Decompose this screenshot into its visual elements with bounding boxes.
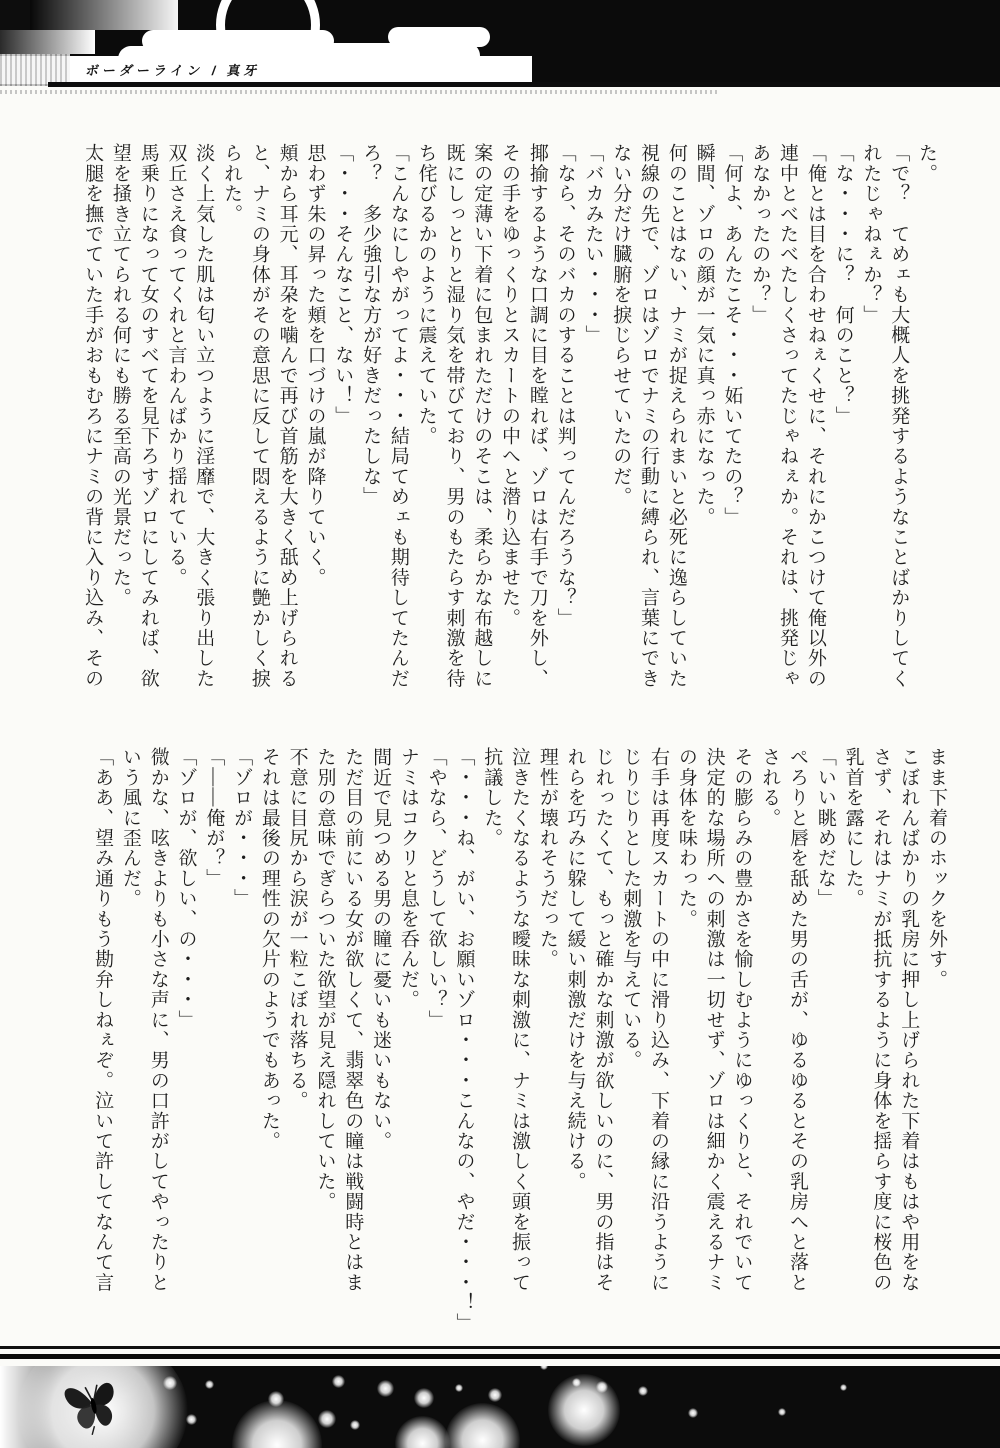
text-column: 既にしっとりと湿り気を帯びており、男のもたらす刺激を待 [443, 143, 465, 689]
text-column: 望を掻き立てられる何にも勝る至高の光景だった。 [109, 143, 131, 608]
text-column: 瞬間、ゾロの顔が一気に真っ赤になった。 [693, 143, 715, 527]
text-column: ち侘びるかのように震えていた。 [415, 143, 437, 446]
text-column: 「なら、そのバカのすることは判ってんだろうな？」 [554, 143, 576, 628]
header-corner-block [0, 0, 30, 30]
text-column: ない分だけ臓腑を捩じらせていたのだ。 [610, 143, 632, 507]
text-column: 思わず朱の昇った頬を口づけの嵐が降りていく。 [304, 143, 326, 588]
text-column: 案の定薄い下着に包まれただけのそこは、柔らかな布越しに [471, 143, 493, 689]
star-dot [778, 1408, 786, 1416]
text-column: ナミはコクリと息を呑んだ。 [397, 747, 419, 1010]
text-column: 乳首を露にした。 [842, 747, 864, 909]
star-dot [332, 1375, 345, 1388]
star-dot [488, 1388, 502, 1402]
text-column: た別の意味でぎらついた欲望が見え隠れしていた。 [314, 747, 336, 1212]
text-column: 頬から耳元、耳朶を噛んで再び首筋を大きく舐め上げられる [276, 143, 298, 689]
butterfly-icon [56, 1366, 130, 1443]
header-gradient-stripe [0, 30, 95, 54]
text-column: 「ゾロが・・・」 [231, 747, 253, 909]
text-column: じれったくて、もっと確かな刺激が欲しいのに、男の指はそ [592, 747, 614, 1293]
star-dot [688, 1408, 698, 1418]
text-column: 双丘さえ食ってくれと言わんばかり揺れている。 [165, 143, 187, 588]
text-column: 微かな、呟きよりも小さな声に、男の口許がしてやったりと [147, 747, 169, 1293]
star-dot [596, 1381, 608, 1393]
text-column: と、ナミの身体がその意思に反して悶えるように艶かしく捩 [248, 143, 270, 689]
text-column: 「で？ てめェも大概人を挑発するようなことばかりしてく [888, 143, 910, 689]
text-column: 連中とべたべたしくさってたじゃねぇか。それは、挑発じゃ [777, 143, 799, 689]
header-gradient-stripe [28, 0, 178, 30]
text-column: 抗議した。 [481, 747, 503, 848]
text-column: いう風に歪んだ。 [119, 747, 141, 909]
text-column: あなかったのか？」 [749, 143, 771, 325]
footer-rule-thick [0, 1354, 1000, 1359]
text-column: 視線の先で、ゾロはゾロでナミの行動に縛られ、言葉にでき [638, 143, 660, 689]
text-column: れらを巧みに躱して緩い刺激だけを与え続ける。 [564, 747, 586, 1192]
text-column: 間近で見つめる男の瞳に憂いも迷いもない。 [370, 747, 392, 1151]
text-column: される。 [759, 747, 781, 828]
header-dotted-rule [0, 90, 720, 94]
text-column: 馬乗りになって女のすべてを見下ろすゾロにしてみれば、欲 [137, 143, 159, 689]
text-column: の身体を味わった。 [675, 747, 697, 929]
text-column: 「ゾロが、欲しい、の・・・」 [175, 747, 197, 1030]
text-column: 不意に目尻から涙が一粒こぼれ落ちる。 [286, 747, 308, 1111]
footer-band [0, 1366, 1000, 1448]
star-dot [540, 1366, 548, 1370]
text-column: 揶揄するような口調に目を瞠れば、ゾロは右手で刀を外し、 [526, 143, 548, 689]
text-column: 「こんなにしやがってよ・・・結局てめェも期待してたんだ [387, 143, 409, 689]
title-strip [0, 56, 532, 84]
footer-rule-thin [0, 1346, 1000, 1349]
vertical-text-block-lower [88, 747, 950, 1333]
text-column: 太腿を撫でていた手がおもむろにナミの背に入り込み、その [82, 143, 104, 689]
text-column: さず、それはナミが抵抗するように身体を揺らす度に桜色の [870, 747, 892, 1293]
text-column: 「何よ、あんたこそ・・・妬いてたの？」 [721, 143, 743, 527]
text-column: 何のことはない、ナミが捉えられまいと必死に逸らしていた [665, 143, 687, 689]
text-column: られた。 [221, 143, 243, 224]
star-dot [414, 1388, 434, 1408]
text-column: 理性が壊れそうだった。 [536, 747, 558, 970]
star-glow [445, 1403, 520, 1448]
text-column: その手をゆっくりとスカートの中へと潜り込ませた。 [499, 143, 521, 628]
star-dot [268, 1391, 284, 1407]
text-column: その膨らみの豊かさを愉しむようにゆっくりと、それでいて [731, 747, 753, 1293]
text-column: 泣きたくなるような曖昧な刺激に、ナミは激しく頭を振って [509, 747, 531, 1293]
text-column: 「・・・ね、がい、お願いゾロ・・・こんなの、やだ・・・！」 [453, 747, 475, 1333]
text-column: た。 [916, 143, 937, 184]
text-column: 「――俺が？」 [203, 747, 225, 889]
star-dot [350, 1420, 360, 1430]
text-column: 「やなら、どうして欲しい？」 [425, 747, 447, 1030]
page-title: ボーダーライン / 真牙 [84, 63, 263, 78]
text-column: 「いい眺めだな」 [814, 747, 836, 909]
text-column: 「俺とは目を合わせねぇくせに、それにかこつけて俺以外の [804, 143, 826, 689]
vertical-text-block-upper [78, 143, 940, 733]
star-dot [572, 1378, 581, 1387]
star-glow [395, 1416, 450, 1448]
text-column: 「バカみたい・・・」 [582, 143, 604, 345]
text-column: こぼれんばかりの乳房に押し上げられた下着はもはや用をな [898, 747, 920, 1293]
text-column: 「な・・・に？ 何のこと？」 [832, 143, 854, 426]
star-glow [548, 1374, 620, 1446]
header-rule [48, 82, 1000, 87]
text-column: 「ああ、望み通りもう勘弁しねぇぞ。泣いて許してなんて言 [92, 747, 114, 1293]
text-column: れたじゃねぇか？」 [860, 143, 882, 325]
star-glow [232, 1400, 322, 1448]
text-column: ただ目の前にいる女が欲しくて、翡翠色の瞳は戦闘時とはま [342, 747, 364, 1293]
text-column: 「・・・そんなこと、ない！」 [332, 143, 354, 426]
text-column: 右手は再度スカートの中に滑り込み、下着の縁に沿うように [648, 747, 670, 1293]
star-dot [840, 1384, 847, 1391]
text-column: 決定的な場所への刺激は一切せず、ゾロは細かく震えるナミ [703, 747, 725, 1293]
star-dot [377, 1380, 394, 1397]
star-dot [638, 1386, 648, 1396]
text-column: ぺろりと唇を舐めた男の舌が、ゆるゆるとその乳房へと落と [787, 747, 809, 1293]
text-column: じりじりとした刺激を与えている。 [620, 747, 642, 1071]
text-column: まま下着のホックを外す。 [926, 747, 947, 990]
text-column: 淡く上気した肌は匂い立つように淫靡で、大きく張り出した [193, 143, 215, 689]
star-dot [455, 1384, 463, 1392]
text-column: ろ？ 多少強引な方が好きだったしな」 [360, 143, 382, 507]
text-column: それは最後の理性の欠片のようでもあった。 [258, 747, 280, 1151]
star-dot [318, 1410, 336, 1428]
